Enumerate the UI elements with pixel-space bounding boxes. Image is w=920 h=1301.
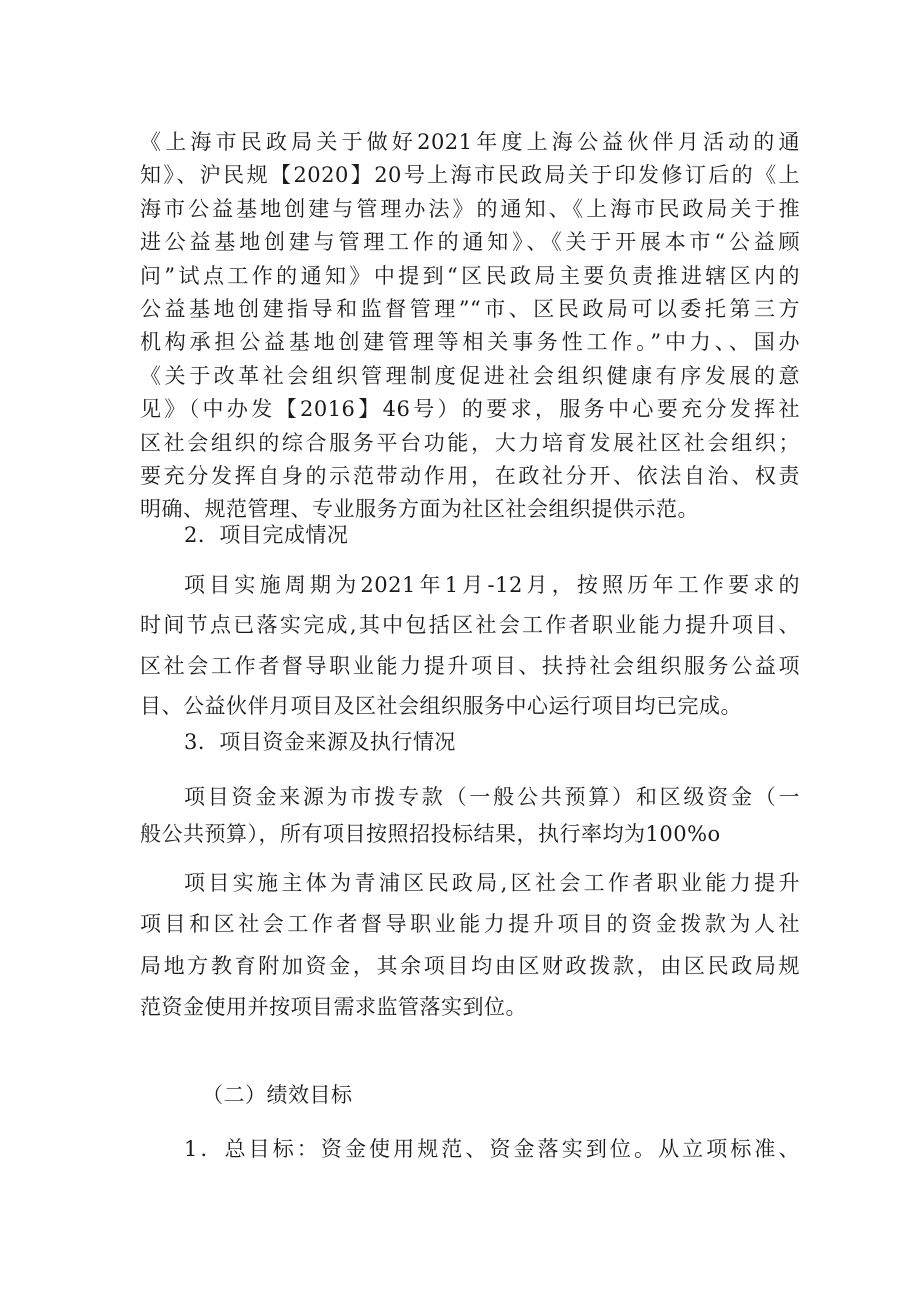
- section-heading-performance-goals: （二）绩效目标: [202, 1083, 353, 1107]
- text-line: 机构承担公益基地创建管理等相关事务性工作。”中力、、国办: [140, 330, 800, 355]
- text-line: 般公共预算），所有项目按照招投标结果，执行率均为100%o: [140, 822, 721, 847]
- text-line: 局地方教育附加资金，其余项目均由区财政拨款，由区民政局规: [140, 953, 800, 978]
- text-line: 进公益基地创建与管理工作的通知》、《关于开展本市“公益顾: [140, 230, 800, 255]
- text-line: 1．总目标：资金使用规范、资金落实到位。从立项标准、: [184, 1137, 800, 1161]
- text-line: 项目实施周期为2021年1月-12月，按照历年工作要求的: [184, 573, 800, 597]
- text-line: 项目实施主体为青浦区民政局,区社会工作者职业能力提升: [184, 871, 800, 895]
- text-line: 区社会组织的综合服务平台功能，大力培育发展社区社会组织；: [140, 430, 800, 455]
- text-line: 区社会工作者督导职业能力提升项目、扶持社会组织服务公益项: [140, 653, 800, 678]
- text-line: 范资金使用并按项目需求监管落实到位。: [140, 995, 527, 1020]
- text-line: 公益基地创建指导和监督管理”“市、区民政局可以委托第三方: [140, 296, 800, 321]
- text-line: 《上海市民政局关于做好2021年度上海公益伙伴月活动的通: [140, 130, 800, 154]
- text-line: 项目资金来源为市拨专款（一般公共预算）和区级资金（一: [184, 785, 800, 809]
- paragraph-overall-goal: [140, 1133, 800, 1166]
- section-heading-completion: 2．项目完成情况: [184, 523, 349, 547]
- section-heading-funding: 3．项目资金来源及执行情况: [184, 730, 456, 754]
- text-line: 目、公益伙伴月项目及区社会组织服务中心运行项目均已完成。: [140, 694, 742, 719]
- text-line: 要充分发挥自身的示范带动作用，在政社分开、依法自治、权责: [140, 463, 800, 488]
- text-line: 时间节点已落实完成,其中包括区社会工作者职业能力提升项目、: [140, 613, 800, 638]
- paragraph-funding-source: [140, 781, 800, 852]
- text-line: 《关于改革社会组织管理制度促进社会组织健康有序发展的意: [140, 363, 800, 388]
- text-line: 海市公益基地创建与管理办法》的通知、《上海市民政局关于推: [140, 196, 800, 221]
- text-line: 问”试点工作的通知》中提到“区民政局主要负责推进辖区内的: [140, 263, 800, 288]
- text-line: 明确、规范管理、专业服务方面为社区社会组织提供示范。: [140, 497, 699, 522]
- text-line: 项目和区社会工作者督导职业能力提升项目的资金拨款为人社: [140, 912, 800, 937]
- text-line: 见》（中办发【2016】46号）的要求，服务中心要充分发挥社: [140, 397, 800, 422]
- text-line: 知》、沪民规【2020】20号上海市民政局关于印发修订后的《上: [140, 163, 800, 188]
- paragraph-implementation: [140, 867, 800, 1025]
- paragraph-policy-basis: [140, 126, 800, 527]
- paragraph-completion: [140, 569, 800, 724]
